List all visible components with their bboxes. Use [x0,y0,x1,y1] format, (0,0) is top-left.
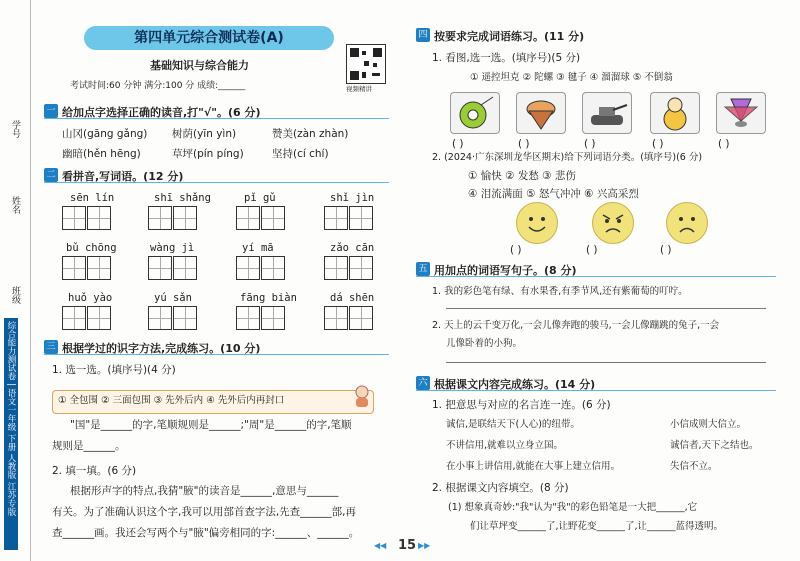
section-4-title: 按要求完成词语练习。(11 分) [434,30,585,43]
s1-item-1: 山冈(gāng gǎng) [62,128,148,140]
pinyin-1: sēn lín [70,192,115,204]
book-tab-text: 综合能力测试卷 | 语文一年级 下册 人教版 江苏专版 [6,321,16,516]
section-3-number: 三 [44,340,58,354]
section-3-title: 根据学过的识字方法,完成练习。(10 分) [62,342,261,355]
pinyin-3: pǐ gǔ [244,192,276,204]
s1-item-2: 树荫(yīn yìn) [172,128,237,140]
answer-paren-7[interactable]: ( ) [586,244,598,256]
tank-icon [583,93,631,133]
writing-grid-box[interactable] [349,306,373,330]
answer-paren-2[interactable]: ( ) [518,138,530,150]
s3-choices: ① 全包围 ② 三面包围 ③ 先外后内 ④ 先外后内再封口 [58,395,285,406]
s4-words-b: ④ 泪流满面 ⑤ 怒气冲冲 ⑥ 兴高采烈 [468,188,639,200]
answer-paren-5[interactable]: ( ) [718,138,730,150]
section-4-number: 四 [416,28,430,42]
writing-grid-box[interactable] [324,206,348,230]
s4-q1: 1. 看图,选一选。(填序号)(5 分) [432,52,581,64]
writing-grid-box[interactable] [236,206,260,230]
writing-grid-box[interactable] [148,256,172,280]
writing-grid-box[interactable] [173,206,197,230]
s6-right-2: 诚信者,天下之结也。 [670,440,759,451]
s6-q2-b: 们让草坪变______了,让野花变______了,让______蓝得透明。 [470,521,724,532]
writing-grid-box[interactable] [87,256,111,280]
writing-grid-box[interactable] [62,306,86,330]
shuttlecock-icon [717,93,765,133]
answer-paren-1[interactable]: ( ) [452,138,464,150]
s1-item-3: 赞美(zàn zhàn) [272,128,349,140]
s3-q1: 1. 选一选。(填序号)(4 分) [52,364,176,376]
name-label: 姓名 [10,196,20,214]
tank-picture [582,92,632,134]
s6-q1: 1. 把意思与对应的名言连一连。(6 分) [432,399,611,411]
section-6-title: 根据课文内容完成练习。(14 分) [434,378,596,391]
section-2-title: 看拼音,写词语。(12 分) [62,170,184,183]
section-6-bar [416,376,776,391]
writing-line-2[interactable] [446,362,766,363]
pinyin-2: shī shǎng [154,192,211,204]
tumbler-doll-icon [651,93,699,133]
pinyin-4: shǐ jìn [330,192,375,204]
section-1-title: 给加点字选择正确的读音,打"√"。(6 分) [62,106,261,119]
writing-grid-box[interactable] [349,206,373,230]
pinyin-6: wàng jì [150,242,195,254]
writing-grid-box[interactable] [261,206,285,230]
writing-grid-box[interactable] [62,206,86,230]
writing-grid-box[interactable] [148,206,172,230]
pinyin-7: yí mā [242,242,274,254]
s1-item-4: 幽暗(hěn hēng) [62,148,141,160]
writing-grid-box[interactable] [236,306,260,330]
writing-grid-box[interactable] [236,256,260,280]
s6-right-1: 小信成则大信立。 [670,419,747,430]
prev-page-icon[interactable]: ◀◀ [374,541,387,550]
answer-paren-8[interactable]: ( ) [660,244,672,256]
s3-q2: 2. 填一填。(6 分) [52,465,137,477]
next-page-icon[interactable]: ▶▶ [418,541,431,550]
writing-grid-box[interactable] [261,256,285,280]
s1-item-6: 坚持(cí chí) [272,148,329,160]
s6-right-3: 失信不立。 [670,461,718,472]
student-number-label: 学号 [10,120,20,138]
s5-q1: 1. 我的彩色笔有绿、有水果香,有季节风,还有紫葡萄的叮咛。 [432,286,688,297]
writing-grid-box[interactable] [173,256,197,280]
writing-line-1[interactable] [446,308,766,309]
pinyin-11: fāng biàn [240,292,297,304]
yoyo-picture [450,92,500,134]
s4-words-a: ① 愉快 ② 发愁 ③ 悲伤 [468,170,576,182]
section-5-bar [416,262,776,277]
s6-left-1: 诚信,是联结天下(人心)的纽带。 [446,419,580,430]
s6-left-2: 不讲信用,就难以立身立国。 [446,440,564,451]
s1-item-5: 草坪(pín píng) [172,148,244,160]
answer-paren-4[interactable]: ( ) [652,138,664,150]
writing-grid-box[interactable] [324,306,348,330]
writing-grid-box[interactable] [148,306,172,330]
writing-grid-box[interactable] [349,256,373,280]
section-2-number: 二 [44,168,58,182]
page-title: 第四单元综合测试卷(A) [84,26,334,50]
sad-face-icon [666,202,708,244]
shuttlecock-picture [716,92,766,134]
writing-grid-box[interactable] [87,306,111,330]
s3-q2-text-c: 查______画。我还会写两个与"腋"偏旁相同的字:______、______。 [52,527,360,539]
pinyin-8: zǎo cān [330,242,375,254]
page-subtitle: 基础知识与综合能力 [150,59,249,72]
s3-q2-text-b: 有关。为了准确认识这个字,我可以用部首查字法,先查______部,再 [52,506,357,518]
spinning-top-picture [516,92,566,134]
answer-paren-3[interactable]: ( ) [584,138,596,150]
s3-q2-text-a: 根据形声字的特点,我猜"腋"的读音是______,意思与______ [70,485,339,497]
answer-paren-6[interactable]: ( ) [510,244,522,256]
section-1-number: 一 [44,104,58,118]
section-5-number: 五 [416,262,430,276]
exam-info: 考试时间:60 分钟 满分:100 分 成绩:______ [70,81,246,91]
s3-q1-text-b: 规则是______。 [52,440,126,452]
section-6-number: 六 [416,376,430,390]
happy-face-icon [516,202,558,244]
pinyin-10: yú sǎn [154,292,192,304]
cartoon-helper-icon [350,384,374,412]
s3-q1-text-a: "国"是______的字,笔顺规则是______;"周"是______的字,笔顺 [70,419,352,431]
spinning-top-icon [517,93,565,133]
s5-q2-b: 儿像卧着的小狗。 [446,338,523,349]
s6-q2-a: (1) 想象真奇妙:"我"认为"我"的彩色铅笔是一大把______,它 [448,502,698,513]
s5-q2-a: 2. 天上的云千变万化,一会儿像奔跑的骏马,一会儿像蹦跳的兔子,一会 [432,320,720,331]
pinyin-12: dá shēn [330,292,375,304]
qr-code-icon[interactable] [346,44,386,84]
class-label: 班级 [10,286,20,304]
qr-label: 视频精讲 [346,85,372,93]
section-3-bar [44,340,389,355]
writing-grid-box[interactable] [173,306,197,330]
angry-face-icon [592,202,634,244]
page-number: 15 [398,538,417,553]
pinyin-9: huǒ yào [68,292,113,304]
writing-grid-box[interactable] [62,256,86,280]
section-2-bar [44,168,389,183]
s6-q2: 2. 根据课文内容填空。(8 分) [432,482,569,494]
writing-grid-box[interactable] [87,206,111,230]
pinyin-5: bǔ chōng [66,242,117,254]
writing-grid-box[interactable] [324,256,348,280]
s4-q2: 2. (2024·广东深圳龙华区期末)给下列词语分类。(填序号)(6 分) [432,152,703,163]
section-1-bar [44,104,389,119]
tumbler-doll-picture [650,92,700,134]
writing-grid-box[interactable] [261,306,285,330]
book-tab [4,318,18,550]
yoyo-icon [451,93,499,133]
s4-options: ① 遥控坦克 ② 陀螺 ③ 毽子 ④ 溜溜球 ⑤ 不倒翁 [470,72,673,83]
s6-left-3: 在小事上讲信用,就能在大事上建立信用。 [446,461,621,472]
section-5-title: 用加点的词语写句子。(8 分) [434,264,577,277]
